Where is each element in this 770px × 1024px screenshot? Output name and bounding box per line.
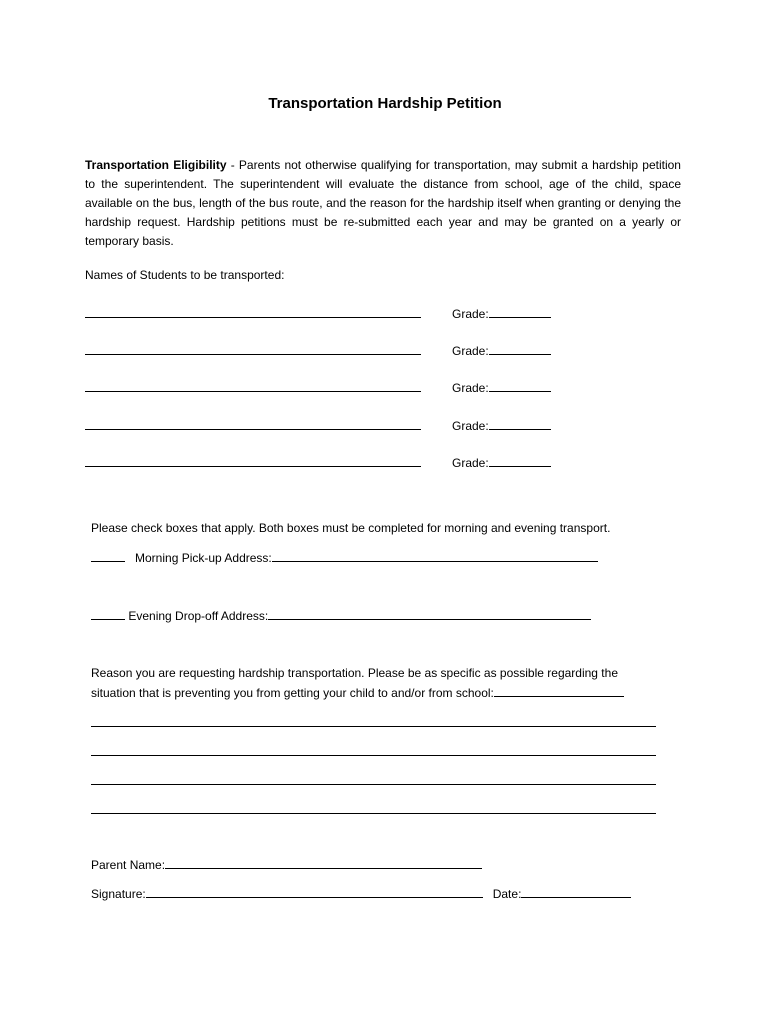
signature-label: Signature: [91,887,146,901]
reason-prompt-line1: Reason you are requesting hardship transportation. Please be as specific as possible regarding the [91,666,618,680]
students-label: Names of Students to be transported: [85,268,285,282]
signature-field[interactable] [146,886,483,898]
eligibility-body: - Parents not otherwise qualifying for transportation, may submit a hardship petition to the superintendent. The superintendent will evaluate the distance from school, age of the child, space available on the bus, length of the bus route, and the reason for the hardship itself when granting or denying the hardship request. Hardship petitions must be re-submitted each year and may be granted on a yearly or temporary basis. [85,158,681,248]
reason-field-line[interactable] [91,784,656,785]
morning-row [91,550,598,565]
grade-label: Grade: [452,307,489,321]
evening-row [91,608,591,623]
eligibility-heading: Transportation Eligibility [85,158,227,172]
grade-label: Grade: [452,381,489,395]
student-name-field[interactable] [85,466,421,467]
date-label: Date: [492,887,522,901]
grade-field[interactable] [489,380,551,392]
student-row [85,418,585,436]
morning-check-blank[interactable] [91,550,125,562]
parent-name-field[interactable] [165,857,482,869]
student-row [85,306,585,324]
grade-label: Grade: [452,419,489,433]
grade-field[interactable] [489,418,551,430]
reason-field-line[interactable] [91,813,656,814]
checkbox-instructions: Please check boxes that apply. Both boxes must be completed for morning and evening transport. [91,521,611,535]
grade-label: Grade: [452,344,489,358]
student-row [85,343,585,361]
grade-field[interactable] [489,455,551,467]
parent-name-label: Parent Name: [91,858,166,872]
signature-row [91,886,631,901]
parent-name-row [91,857,482,872]
student-row [85,380,585,398]
evening-address-field[interactable] [268,608,591,620]
evening-check-blank[interactable] [91,608,125,620]
student-name-field[interactable] [85,429,421,430]
student-name-field[interactable] [85,391,421,392]
reason-field-inline[interactable] [494,685,624,697]
grade-field[interactable] [489,343,551,355]
date-field[interactable] [521,886,631,898]
grade-field[interactable] [489,306,551,318]
student-row [85,455,585,473]
morning-address-field[interactable] [272,550,598,562]
form-title: Transportation Hardship Petition [268,95,502,112]
grade-label: Grade: [452,456,489,470]
reason-prompt-row [91,685,624,700]
student-name-field[interactable] [85,317,421,318]
eligibility-paragraph [85,156,681,251]
reason-field-line[interactable] [91,755,656,756]
reason-prompt-line2: situation that is preventing you from getting your child to and/or from school: [91,686,494,700]
reason-field-line[interactable] [91,726,656,727]
student-name-field[interactable] [85,354,421,355]
evening-address-label: Evening Drop-off Address: [128,609,269,623]
morning-address-label: Morning Pick-up Address: [135,551,272,565]
